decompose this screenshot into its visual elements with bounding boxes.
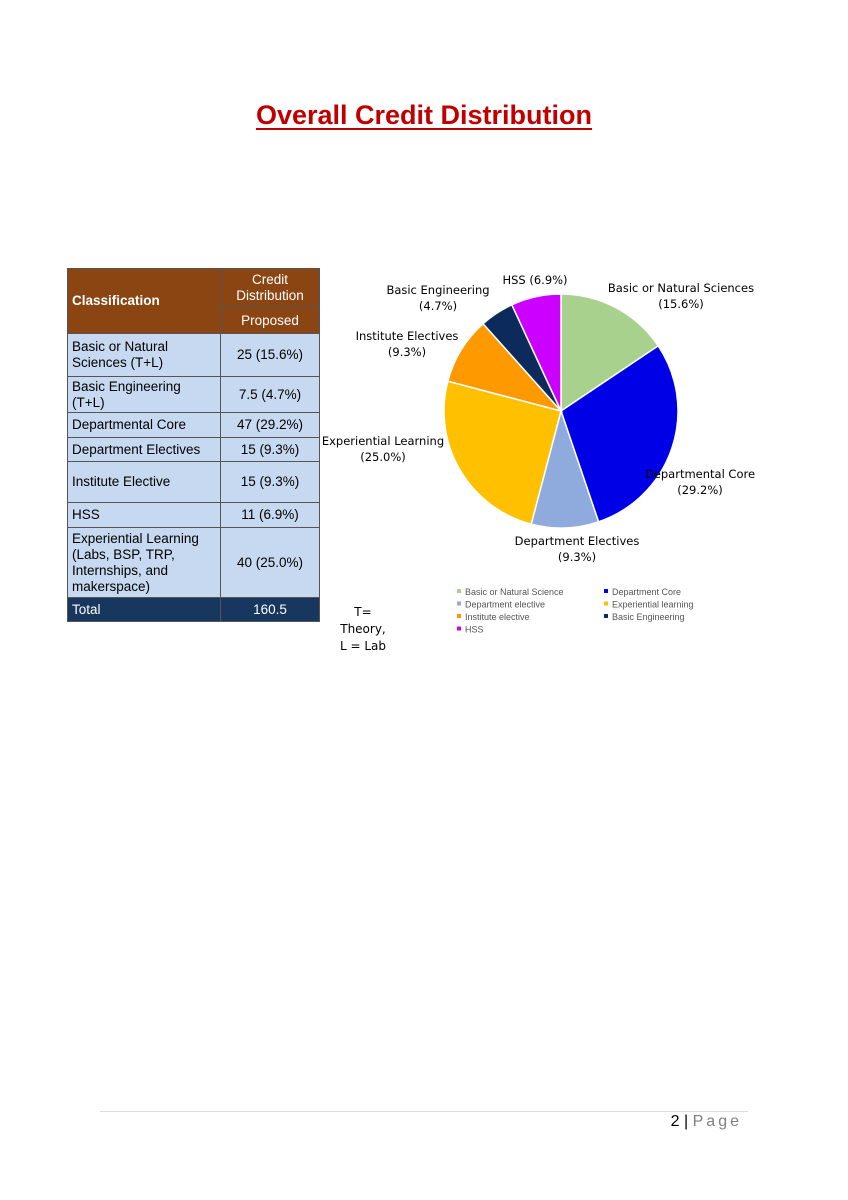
legend-label: Institute elective <box>465 612 530 622</box>
pie-label: Basic Engineering (4.7%) <box>386 283 490 313</box>
legend-swatch <box>604 589 608 593</box>
header-classification: Classification <box>68 269 221 334</box>
footer-separator: | <box>684 1113 689 1130</box>
row-value: 47 (29.2%) <box>221 413 320 438</box>
pie-label: Basic or Natural Sciences (15.6%) <box>607 281 755 311</box>
total-label: Total <box>68 598 221 622</box>
credit-distribution-table <box>67 268 320 622</box>
page-number: 2 <box>670 1113 680 1130</box>
legend-swatch <box>457 589 461 593</box>
row-value: 15 (9.3%) <box>221 462 320 503</box>
legend-swatch <box>604 602 608 606</box>
header-proposed: Proposed <box>221 308 320 334</box>
legend-label: Basic Engineering <box>612 612 685 622</box>
row-label: Department Electives <box>68 438 221 462</box>
legend-label: Experiential learning <box>612 599 694 610</box>
footer-divider <box>100 1111 748 1112</box>
row-value: 11 (6.9%) <box>221 503 320 528</box>
row-value: 25 (15.6%) <box>221 334 320 377</box>
pie-label: Departmental Core (29.2%) <box>644 467 756 497</box>
legend-label: HSS <box>465 624 484 635</box>
total-value: 160.5 <box>221 598 320 622</box>
note-line-2: L = Lab <box>339 639 387 653</box>
row-value: 40 (25.0%) <box>221 528 320 598</box>
legend-swatch <box>457 602 461 606</box>
page-footer <box>671 1113 742 1131</box>
legend-swatch <box>457 627 461 631</box>
legend-swatch <box>457 614 461 618</box>
row-label: Departmental Core <box>68 413 221 438</box>
row-label: Basic Engineering (T+L) <box>68 377 221 413</box>
pie-label: Institute Electives (9.3%) <box>355 329 459 359</box>
pie-label: Experiential Learning (25.0%) <box>321 434 445 464</box>
legend-label: Department elective <box>465 599 546 610</box>
page-word: Page <box>692 1113 742 1130</box>
header-credit-distribution: Credit Distribution <box>221 269 320 308</box>
legend-label: Department Core <box>612 587 682 597</box>
row-label: Institute Elective <box>68 462 221 503</box>
legend-label: Basic or Natural Science <box>465 587 564 597</box>
pie-label: HSS (6.9%) <box>502 273 568 287</box>
row-value: 7.5 (4.7%) <box>221 377 320 413</box>
legend-swatch <box>604 614 608 618</box>
row-label: Basic or Natural Sciences (T+L) <box>68 334 221 377</box>
row-label: Experiential Learning (Labs, BSP, TRP, Internships, and makerspace) <box>68 528 221 598</box>
note-line-1: T= Theory, <box>340 605 386 636</box>
page-title: Overall Credit Distribution <box>255 100 593 130</box>
row-value: 15 (9.3%) <box>221 438 320 462</box>
credit-pie-chart <box>320 265 800 650</box>
row-label: HSS <box>68 503 221 528</box>
pie-label: Department Electives (9.3%) <box>514 534 640 564</box>
